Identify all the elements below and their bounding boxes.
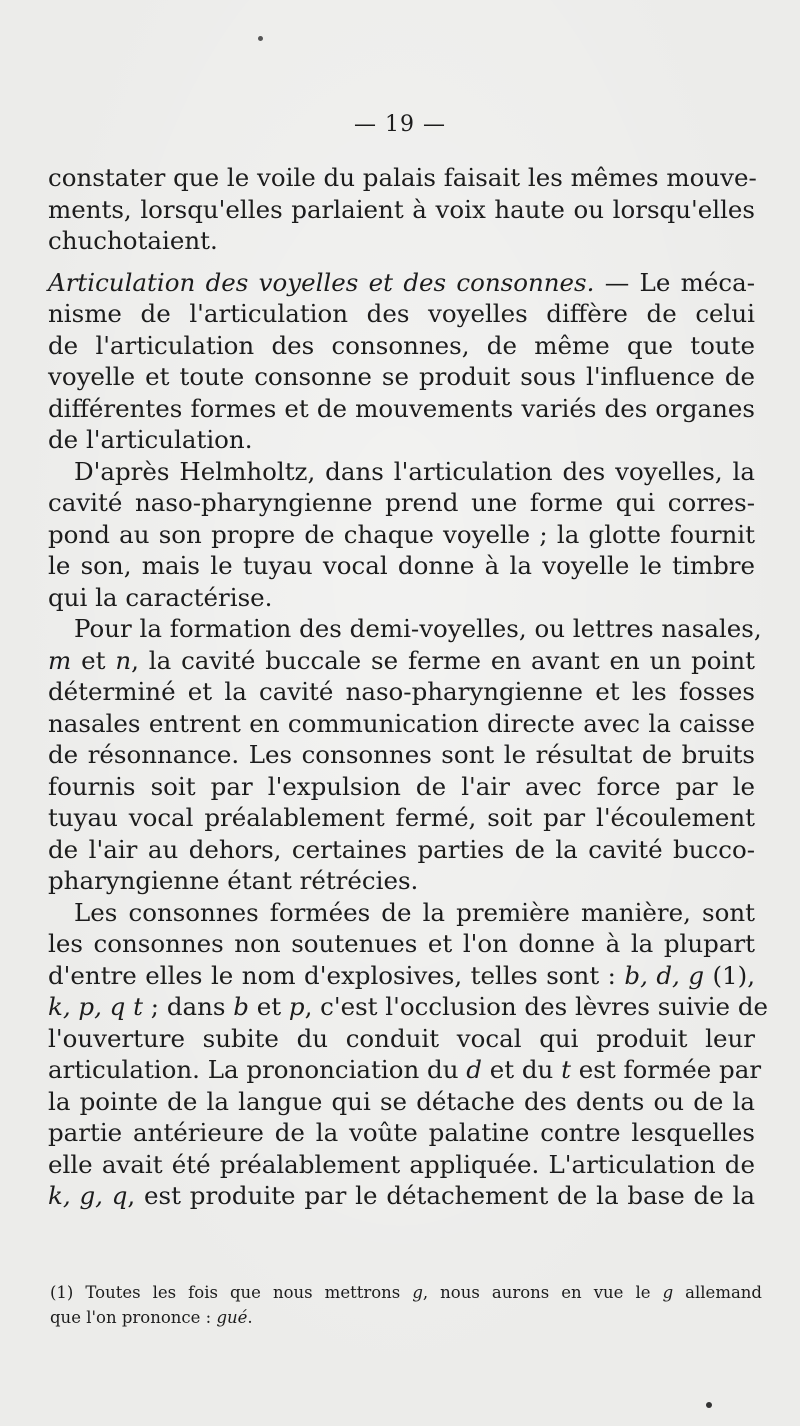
text-line	[48, 162, 755, 194]
text-line	[48, 834, 755, 866]
text-line	[48, 676, 755, 708]
italic-text: g	[412, 1283, 423, 1302]
text-line	[48, 298, 755, 330]
text-line	[48, 487, 755, 519]
text-line	[48, 865, 755, 897]
text-line	[48, 1149, 755, 1181]
text-run: constater que le voile du palais faisait les mêmes mouve-	[48, 163, 757, 192]
text-line	[48, 330, 755, 362]
text-run: nisme de l'articulation des voyelles diffère de celui	[48, 299, 755, 328]
text-run: ; dans	[143, 992, 234, 1021]
text-run: D'après Helmholtz, dans l'articulation des voyelles, la	[74, 456, 755, 486]
text-run: , c'est l'occlusion des lèvres suivie de	[304, 992, 769, 1021]
text-line	[48, 1086, 755, 1118]
text-run: déterminé et la cavité naso-pharyngienne et les fosses	[48, 677, 755, 706]
text-run: nasales entrent en communication directe avec la caisse	[48, 708, 755, 738]
print-speck	[258, 36, 263, 41]
italic-text: t	[561, 1055, 571, 1084]
text-line	[48, 393, 755, 425]
italic-text: b	[233, 992, 249, 1021]
text-run: le son, mais le tuyau vocal donne à la voyelle le timbre	[48, 551, 755, 580]
text-run: voyelle et toute consonne se produit sous l'influence de	[48, 362, 755, 391]
text-line	[48, 991, 769, 1023]
text-run: cavité naso-pharyngienne prend une forme qui corres-	[48, 488, 755, 517]
text-line	[48, 739, 755, 771]
text-run: la pointe de la langue qui se détache des dents ou de la	[48, 1086, 755, 1116]
text-line	[48, 897, 755, 929]
text-run: et	[71, 645, 116, 675]
text-run: de l'articulation des consonnes, de même que toute	[48, 330, 755, 360]
page-number: — 19 —	[354, 112, 446, 137]
body-text	[48, 162, 769, 1212]
text-line	[48, 708, 755, 740]
text-run: les consonnes non soutenues et l'on donne à la plupart	[48, 929, 755, 958]
text-line	[48, 456, 755, 488]
text-line	[48, 1180, 755, 1212]
text-line	[48, 613, 762, 645]
italic-text: n	[115, 645, 132, 675]
footnote-line	[50, 1305, 762, 1330]
text-run: , la cavité buccale se ferme en avant en un point	[131, 645, 756, 675]
text-line	[48, 771, 755, 803]
text-run: et	[248, 992, 289, 1021]
italic-text: k, g, q	[48, 1181, 128, 1210]
text-line	[48, 424, 755, 456]
text-line	[48, 194, 755, 226]
italic-text: g	[662, 1283, 674, 1302]
text-line	[48, 1023, 755, 1055]
text-line	[48, 1054, 762, 1086]
text-run: ments, lorsqu'elles parlaient à voix haute ou lorsqu'elles	[48, 194, 755, 224]
text-run: de l'articulation.	[48, 425, 253, 454]
text-line	[48, 928, 755, 960]
text-line	[48, 550, 755, 582]
text-run: elle avait été préalablement appliquée. L'articulation de	[48, 1149, 755, 1179]
italic-text: m	[48, 645, 72, 675]
text-run: tuyau vocal préalablement fermé, soit par l'écoulement	[48, 803, 755, 832]
text-run: d'entre elles le nom d'explosives, telles sont :	[48, 960, 625, 990]
italic-text: d	[466, 1055, 482, 1084]
text-line	[48, 519, 755, 551]
text-run: que l'on prononce :	[50, 1308, 217, 1327]
italic-text: Articulation des voyelles et des consonnes.	[48, 267, 595, 297]
text-run: chuchotaient.	[48, 226, 218, 255]
text-run: partie antérieure de la voûte palatine contre lesquelles	[48, 1118, 755, 1147]
italic-text: gué	[216, 1308, 248, 1327]
text-run: (1) Toutes les fois que nous mettrons	[50, 1283, 413, 1302]
paragraph-gap	[48, 257, 755, 267]
text-line	[48, 960, 755, 992]
text-line	[48, 1117, 755, 1149]
text-run: , nous aurons en vue le	[422, 1283, 663, 1302]
text-line	[48, 802, 755, 834]
text-run: Pour la formation des demi-voyelles, ou lettres nasales,	[74, 614, 762, 643]
text-run: de l'air au dehors, certaines parties de la cavité bucco-	[48, 834, 755, 864]
italic-text: p	[288, 992, 305, 1021]
text-run: (1),	[704, 960, 755, 990]
text-run: et du	[481, 1055, 562, 1084]
text-run: est formée par	[570, 1055, 762, 1084]
footnote	[50, 1280, 762, 1330]
text-line	[48, 582, 755, 614]
text-run: différentes formes et de mouvements variés des organes	[48, 393, 755, 423]
text-run: de résonnance. Les consonnes sont le résultat de bruits	[48, 740, 755, 769]
print-speck	[706, 1402, 712, 1408]
text-run: — Le méca-	[594, 267, 755, 297]
text-run: pond au son propre de chaque voyelle ; la glotte fournit	[48, 519, 755, 549]
text-line	[48, 645, 755, 677]
text-line	[48, 225, 755, 257]
text-run: l'ouverture subite du conduit vocal qui produit leur	[48, 1023, 755, 1053]
text-run: fournis soit par l'expulsion de l'air avec force par le	[48, 771, 755, 801]
text-line	[48, 361, 755, 393]
text-run: articulation. La prononciation du	[48, 1055, 467, 1084]
text-run: Les consonnes formées de la première manière, sont	[74, 897, 755, 927]
footnote-line	[50, 1280, 762, 1305]
text-run: , est produite par le détachement de la base de la	[127, 1181, 755, 1210]
text-run: allemand	[673, 1283, 762, 1302]
text-run: qui la caractérise.	[48, 582, 273, 612]
italic-text: b, d, g	[624, 960, 705, 990]
italic-text: k, p, q t	[48, 992, 143, 1021]
text-line	[48, 267, 755, 299]
text-run: .	[247, 1308, 253, 1327]
text-run: pharyngienne étant rétrécies.	[48, 866, 419, 895]
